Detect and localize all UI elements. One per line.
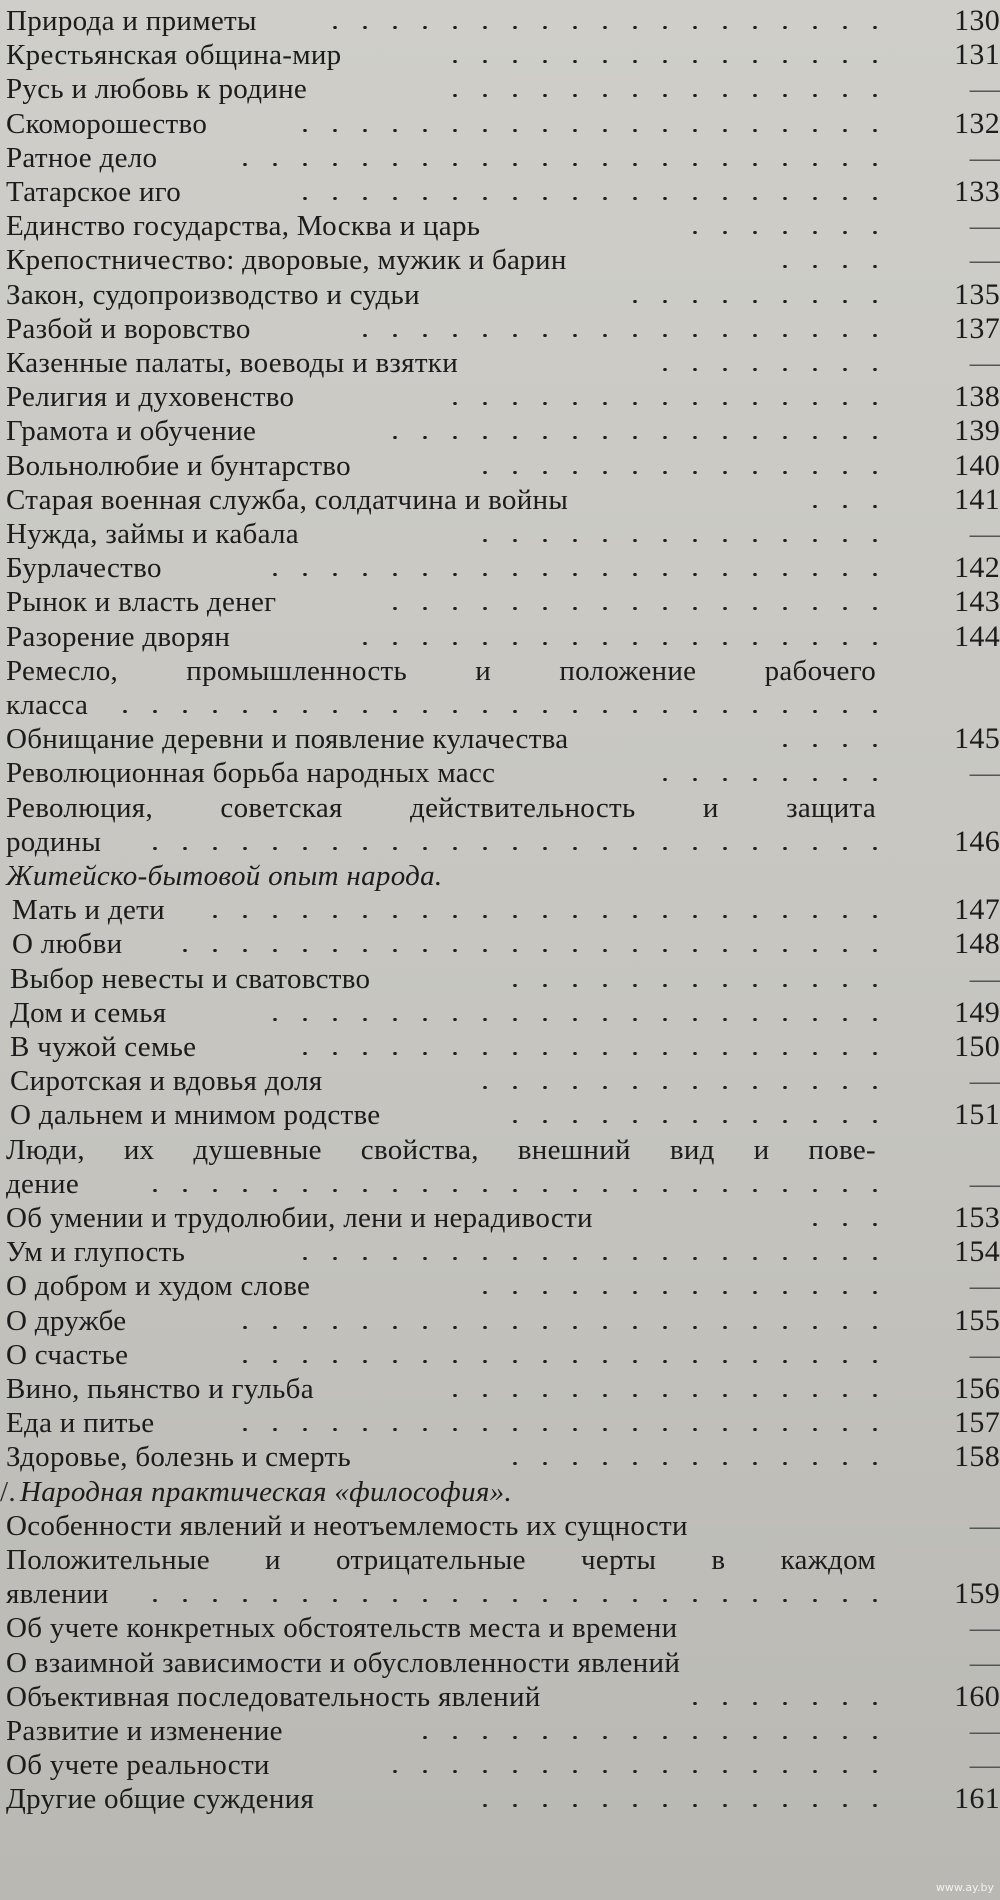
dot-leader <box>430 402 890 405</box>
toc-entry-title: Выбор невесты и сватовство <box>10 962 371 995</box>
toc-entry-page: — <box>969 1714 1000 1747</box>
dot-leader <box>470 1804 890 1807</box>
toc-entry-page: 133 <box>954 175 1000 208</box>
toc-entry <box>0 380 1000 414</box>
toc-entry-title: Бурлачество <box>6 552 162 585</box>
toc-entry-page: — <box>969 1166 1000 1200</box>
toc-entry-title: Революция, советская действительность и защита <box>6 791 876 824</box>
toc-entry <box>0 1714 1000 1748</box>
toc-entry-page: 138 <box>954 380 1000 414</box>
toc-entry-page: 142 <box>954 551 1000 585</box>
dot-leader <box>460 1291 890 1294</box>
dot-leader <box>140 847 890 850</box>
toc-entry-page: 131 <box>954 38 1000 72</box>
toc-entry <box>0 1611 1000 1645</box>
toc-entry-page: 151 <box>954 1098 1000 1132</box>
dot-leader <box>250 1018 890 1021</box>
dot-leader <box>130 1189 890 1192</box>
dot-leader <box>110 710 890 713</box>
toc-entry-title: Сиротская и вдовья доля <box>10 1065 323 1098</box>
toc-entry <box>0 1475 1000 1509</box>
toc-entry-page: 157 <box>954 1406 1000 1440</box>
toc-entry-page: 161 <box>954 1782 1000 1816</box>
toc-entry-prefix: /. <box>0 1475 16 1508</box>
toc-entry <box>0 722 1000 756</box>
toc-entry-page: 154 <box>954 1235 1000 1269</box>
dot-leader <box>470 1086 890 1089</box>
dot-leader <box>130 1599 890 1602</box>
dot-leader <box>230 1428 890 1431</box>
toc-entry-page: 156 <box>954 1372 1000 1405</box>
dot-leader <box>350 334 890 337</box>
toc-entry <box>0 962 1000 996</box>
toc-entry-title: Рынок и власть денег <box>6 586 277 619</box>
toc-entry-title: Крепостничество: дворовые, мужик и барин <box>6 244 567 277</box>
toc-entry <box>0 1543 1000 1577</box>
toc-entry-page: — <box>969 209 1000 243</box>
toc-entry <box>0 927 1000 961</box>
dot-leader <box>810 1223 890 1226</box>
toc-entry <box>0 1338 1000 1372</box>
toc-entry-title: Обнищание деревни и появление кулачества <box>6 723 569 756</box>
toc-entry-title: Разбой и воровство <box>6 312 251 345</box>
toc-entry-title: Грамота и обучение <box>6 415 257 448</box>
toc-entry <box>0 312 1000 346</box>
toc-entry-title: Развитие и изменение <box>6 1715 283 1747</box>
toc-entry <box>0 1748 1000 1782</box>
dot-leader <box>760 744 890 747</box>
toc-entry-title: Крестьянская община-мир <box>6 39 342 72</box>
toc-entry-page: 149 <box>954 995 1000 1029</box>
dot-leader <box>350 642 890 645</box>
toc-entry-title: Об умении и трудолюбии, лени и нерадивости <box>6 1202 593 1234</box>
dot-leader <box>290 129 890 132</box>
toc-entry <box>0 1577 1000 1611</box>
toc-entry <box>0 346 1000 380</box>
toc-entry-page: — <box>969 72 1000 106</box>
toc-entry <box>0 1269 1000 1303</box>
toc-entry-title: Мать и дети <box>12 894 165 927</box>
toc-entry-page: 141 <box>954 482 1000 516</box>
toc-entry-title: Вольнолюбие и бунтарство <box>6 449 351 482</box>
toc-entry-title: О дальнем и мнимом родстве <box>10 1099 381 1132</box>
toc-entry-title: Ум и глупость <box>6 1236 186 1269</box>
toc-entry-page: — <box>969 517 1000 550</box>
toc-entry <box>0 893 1000 927</box>
dot-leader <box>280 197 890 200</box>
toc-entry <box>0 859 1000 893</box>
toc-entry-title: Казенные палаты, воеводы и взятки <box>6 347 459 379</box>
toc-entry-title: явлении <box>6 1578 109 1611</box>
dot-leader <box>620 300 890 303</box>
toc-entry <box>0 1646 1000 1680</box>
toc-entry-title: дение <box>6 1167 80 1200</box>
toc-entry-title: Об учете конкретных обстоятельств места и времени <box>6 1612 678 1645</box>
toc-entry-title: родины <box>6 825 102 858</box>
dot-leader <box>330 26 890 29</box>
dot-leader <box>210 915 890 918</box>
toc-entry-title: Старая военная служба, солдатчина и войны <box>6 483 569 516</box>
dot-leader <box>500 1462 890 1465</box>
toc-entry <box>0 620 1000 654</box>
toc-entry-page: — <box>969 1645 1000 1679</box>
dot-leader <box>440 1394 890 1397</box>
toc-entry <box>0 517 1000 551</box>
toc-entry-page: — <box>969 140 1000 174</box>
toc-entry <box>0 688 1000 722</box>
toc-entry <box>0 38 1000 72</box>
toc-entry-title: Другие общие суждения <box>6 1783 315 1816</box>
dot-leader <box>160 949 890 952</box>
toc-entry <box>0 1372 1000 1406</box>
toc-entry <box>0 449 1000 483</box>
toc-entry-title: Религия и духовенство <box>6 381 295 414</box>
toc-entry-page: — <box>969 1611 1000 1645</box>
toc-entry-title: О дружбе <box>6 1304 127 1337</box>
toc-entry-title: В чужой семье <box>10 1031 197 1063</box>
toc-entry <box>0 175 1000 209</box>
dot-leader <box>380 607 890 610</box>
toc-entry-title: Татарское иго <box>6 176 182 208</box>
dot-leader <box>480 471 890 474</box>
toc-entry <box>0 1782 1000 1816</box>
dot-leader <box>380 436 890 439</box>
toc-entry-page: 148 <box>954 927 1000 961</box>
toc-entry-title: Житейско-бытовой опыт народа. <box>6 860 443 892</box>
toc-entry-title: Об учете реальности <box>6 1749 270 1782</box>
toc-entry <box>0 141 1000 175</box>
toc-entry-title: Закон, судопроизводство и судьи <box>6 278 420 311</box>
toc-entry-title: Дом и семья <box>10 996 167 1029</box>
dot-leader <box>450 60 890 63</box>
toc-entry-page: 137 <box>954 311 1000 345</box>
dot-leader <box>270 573 890 576</box>
toc-entry-title: Положительные и отрицательные черты в каждом <box>6 1544 876 1576</box>
dot-leader <box>500 984 890 987</box>
toc-entry-page: — <box>969 756 1000 790</box>
toc-entry <box>0 1304 1000 1338</box>
toc-entry-title: класса <box>6 689 89 721</box>
watermark: www.ay.by <box>935 1881 994 1894</box>
toc-entry-page: 139 <box>954 414 1000 448</box>
toc-entry-title: Еда и питье <box>6 1407 155 1440</box>
toc-entry-page: 147 <box>954 893 1000 927</box>
toc-entry <box>0 1167 1000 1201</box>
dot-leader <box>280 1257 890 1260</box>
toc-entry <box>0 1133 1000 1167</box>
toc-entry-page: 143 <box>954 585 1000 619</box>
toc-entry <box>0 1201 1000 1235</box>
dot-leader <box>390 1770 890 1773</box>
toc-entry-page: — <box>969 346 1000 379</box>
dot-leader <box>790 505 890 508</box>
toc-entry <box>0 483 1000 517</box>
toc-entry <box>0 756 1000 790</box>
toc-entry <box>0 1235 1000 1269</box>
toc-entry-page: 150 <box>954 1030 1000 1063</box>
toc-entry-page: — <box>969 1508 1000 1542</box>
toc-entry <box>0 72 1000 106</box>
dot-leader <box>230 1326 890 1329</box>
dot-leader <box>430 94 890 97</box>
dot-leader <box>640 368 890 371</box>
toc-entry-title: Разорение дворян <box>6 620 231 653</box>
dot-leader <box>660 778 890 781</box>
toc-entry-page: 155 <box>954 1303 1000 1337</box>
toc-entry-page: 132 <box>954 106 1000 140</box>
toc-entry <box>0 4 1000 38</box>
dot-leader <box>760 265 890 268</box>
toc-entry-title: Нужда, займы и кабала <box>6 518 299 550</box>
toc-entry-title: О взаимной зависимости и обусловленности явлений <box>6 1646 681 1679</box>
toc-entry-title: Единство государства, Москва и царь <box>6 210 481 243</box>
toc-entry <box>0 209 1000 243</box>
toc-entry-page: — <box>969 1748 1000 1782</box>
toc-entry-title: О добром и худом слове <box>6 1270 311 1303</box>
toc-entry-title: Ратное дело <box>6 141 158 174</box>
dot-leader <box>420 1736 890 1739</box>
toc-entry <box>0 414 1000 448</box>
dot-leader <box>470 539 890 542</box>
toc-entry-page: — <box>969 1337 1000 1371</box>
toc-entry-page: 158 <box>954 1440 1000 1474</box>
dot-leader <box>230 163 890 166</box>
toc-entry <box>0 585 1000 619</box>
toc-entry-title: Революционная борьба народных масс <box>6 757 496 790</box>
toc-entry <box>0 1064 1000 1098</box>
toc-entry <box>0 791 1000 825</box>
dot-leader <box>220 1360 890 1363</box>
toc-entry <box>0 1509 1000 1543</box>
dot-leader <box>510 1120 890 1123</box>
toc-entry-page: 130 <box>954 4 1000 37</box>
toc-entry-title: Люди, их душевные свойства, внешний вид и пове- <box>6 1133 876 1166</box>
toc-entry-title: Природа и приметы <box>6 5 257 37</box>
toc-entry-page: — <box>969 1064 1000 1098</box>
toc-entry <box>0 1098 1000 1132</box>
toc-entry-title: Скоморошество <box>6 107 208 140</box>
toc-entry-page: 159 <box>954 1577 1000 1611</box>
toc-entry-page: 145 <box>954 722 1000 756</box>
toc-entry-title: О счастье <box>6 1338 129 1371</box>
toc-entry-title: Русь и любовь к родине <box>6 73 308 106</box>
toc-entry-page: 144 <box>954 619 1000 653</box>
toc-entry <box>0 825 1000 859</box>
toc-entry <box>0 1406 1000 1440</box>
toc-entry <box>0 1030 1000 1064</box>
toc-entry-title: Ремесло, промышленность и положение рабочего <box>6 654 876 687</box>
toc-entry <box>0 996 1000 1030</box>
toc-entry-title: Вино, пьянство и гульба <box>6 1373 314 1405</box>
toc-entry-page: 160 <box>954 1679 1000 1713</box>
toc-entry-page: — <box>969 243 1000 277</box>
toc-entry-page: — <box>969 961 1000 995</box>
toc-entry <box>0 107 1000 141</box>
toc-entry <box>0 1440 1000 1474</box>
toc-entry-page: 153 <box>954 1201 1000 1234</box>
dot-leader <box>290 1052 890 1055</box>
toc-entry <box>0 1680 1000 1714</box>
toc-entry <box>0 243 1000 277</box>
toc-entry-page: 146 <box>954 824 1000 858</box>
toc-entry-page: 140 <box>954 448 1000 482</box>
toc-entry-title: Особенности явлений и неотъемлемость их сущности <box>6 1509 688 1542</box>
toc-entry <box>0 551 1000 585</box>
dot-leader <box>680 1702 890 1705</box>
toc-entry <box>0 654 1000 688</box>
toc-entry-title: Здоровье, болезнь и смерть <box>6 1441 352 1474</box>
dot-leader <box>690 231 890 234</box>
toc-entry-page: 135 <box>954 277 1000 311</box>
toc-entry <box>0 278 1000 312</box>
toc-entry-title: О любви <box>12 928 123 961</box>
toc-entry-page: — <box>969 1269 1000 1303</box>
toc-entry-title: Народная практическая «философия». <box>20 1475 512 1508</box>
toc-entry-title: Объективная последовательность явлений <box>6 1680 541 1713</box>
